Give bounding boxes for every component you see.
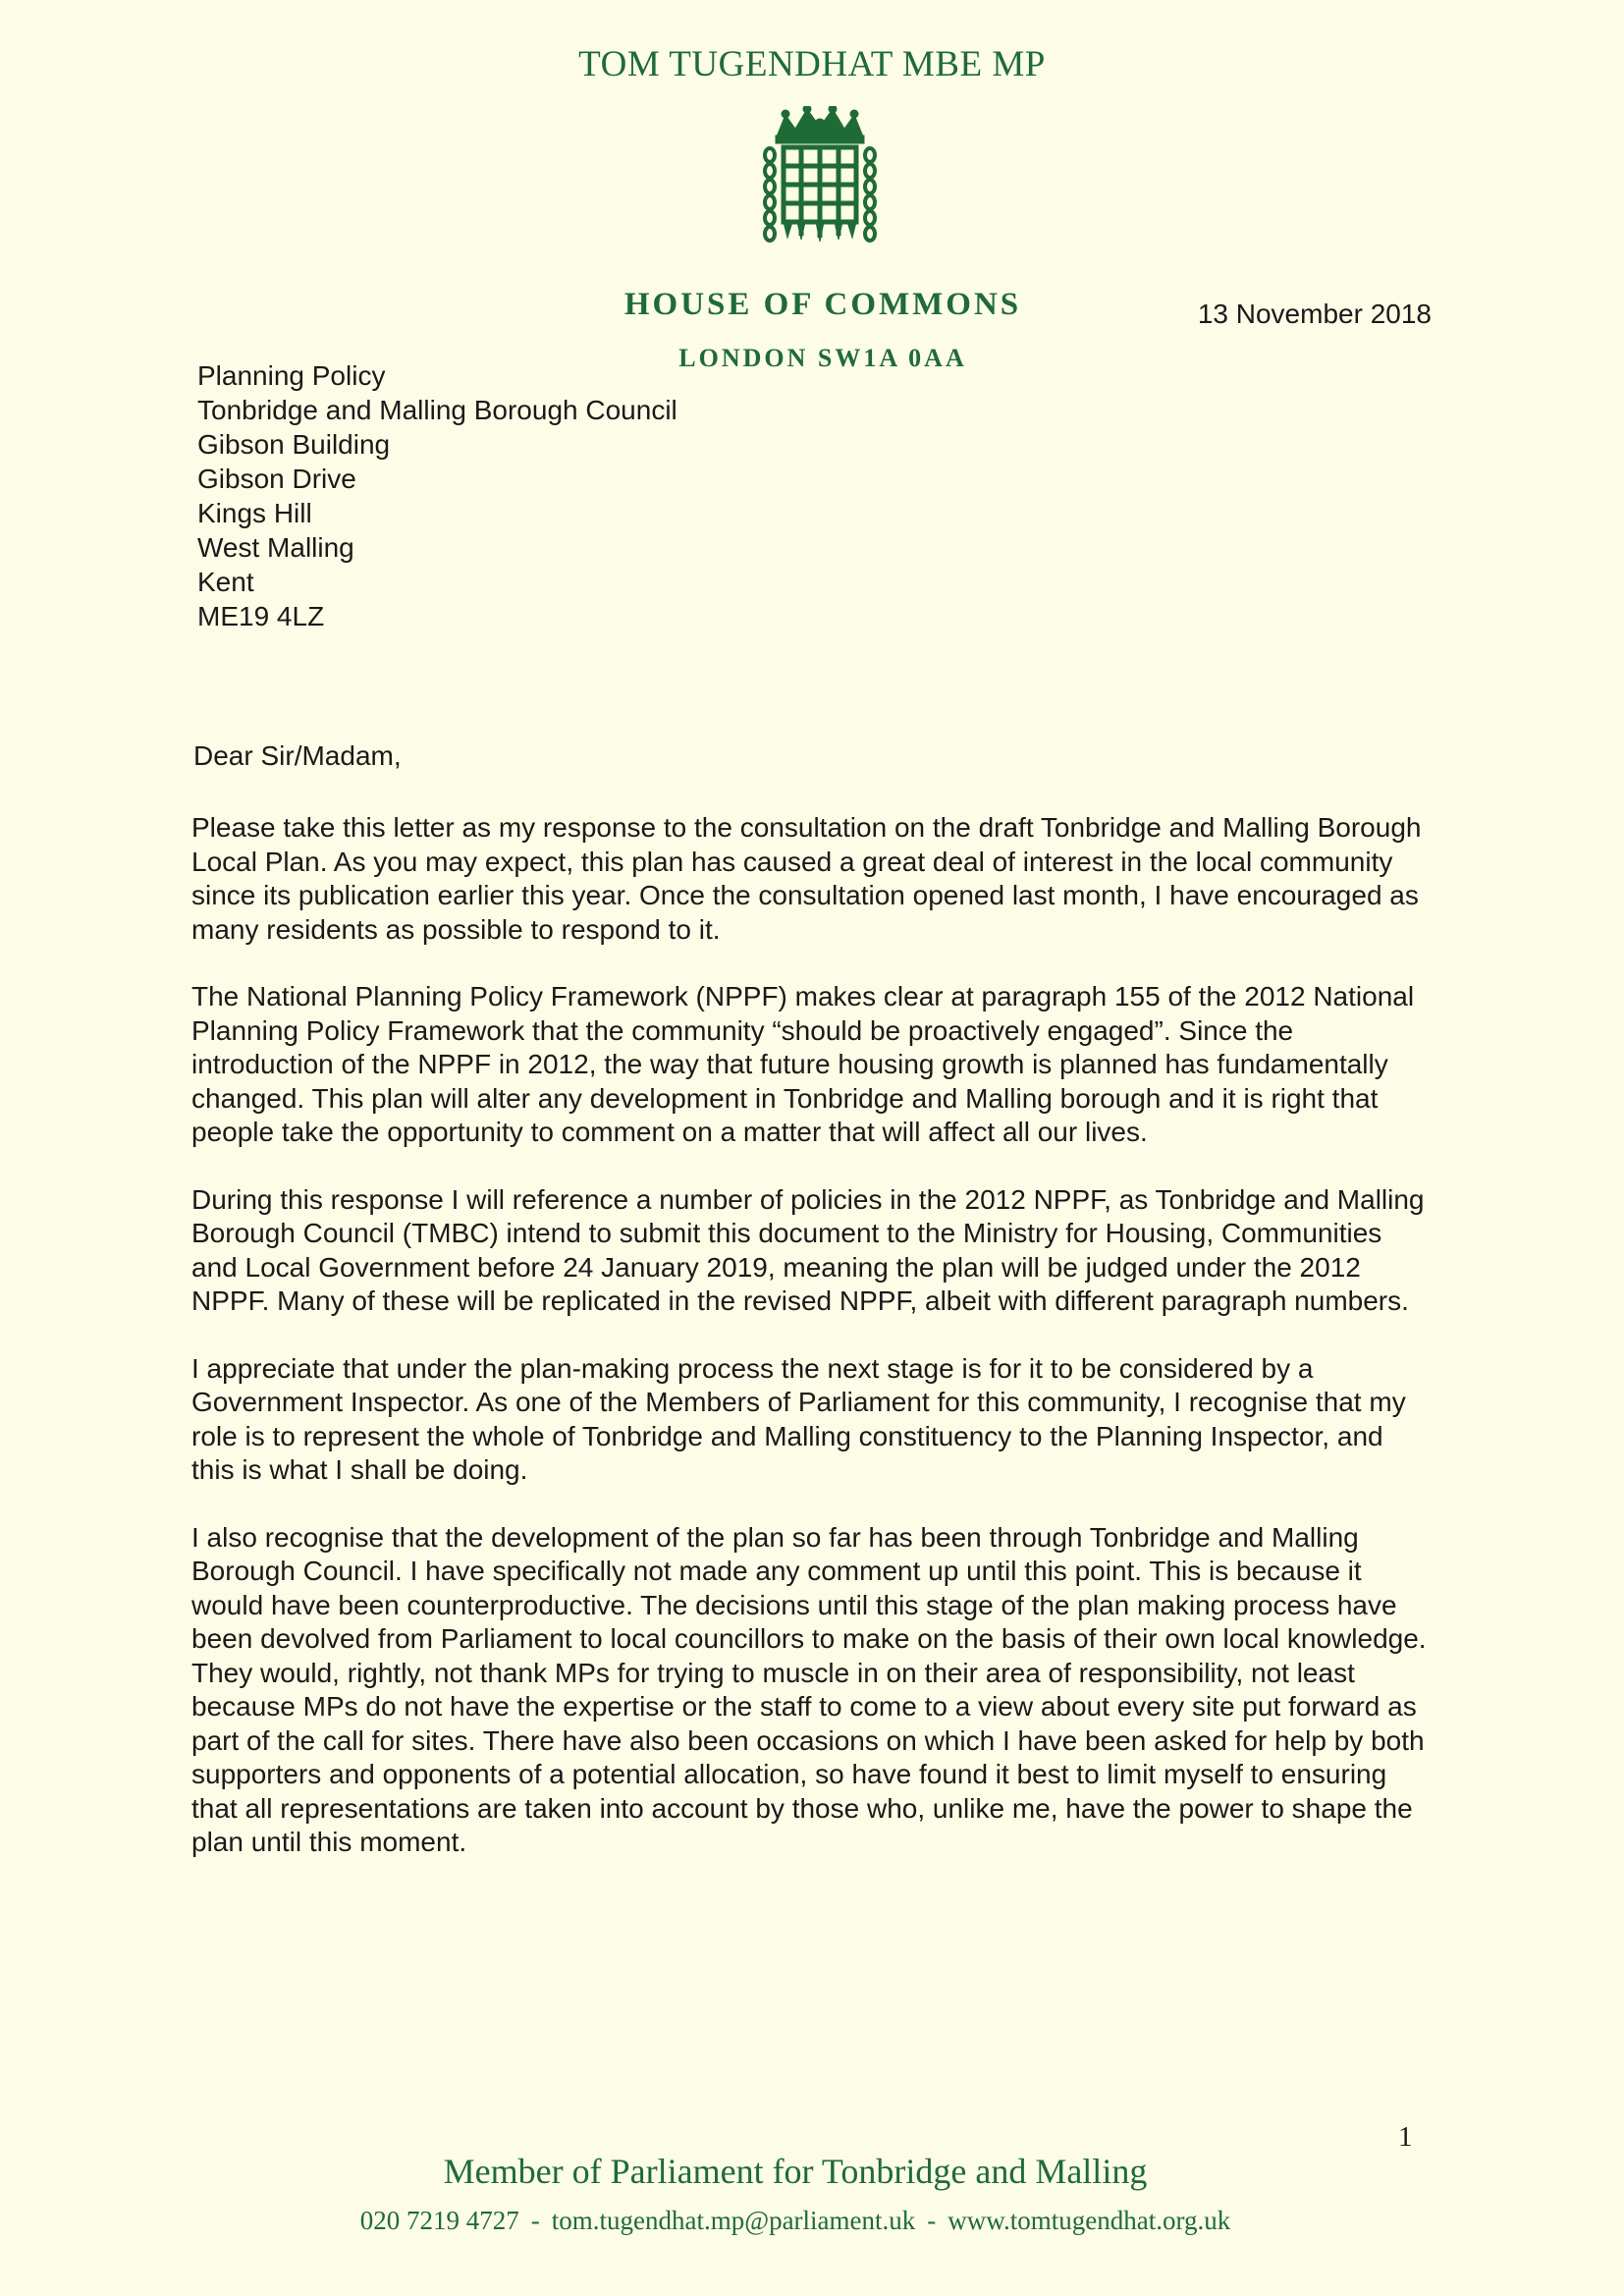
portcullis-icon bbox=[758, 106, 882, 246]
letter-body bbox=[191, 811, 1429, 1893]
recipient-line: Kings Hill bbox=[197, 498, 312, 528]
footer-separator: - bbox=[530, 2206, 540, 2235]
letter-date: 13 November 2018 bbox=[1197, 299, 1432, 329]
recipient-line: Planning Policy bbox=[197, 360, 386, 391]
recipient-line: Tonbridge and Malling Borough Council bbox=[197, 395, 677, 425]
body-paragraph: I also recognise that the development of the plan so far has been through Tonbridge and Malling Borough Council. I have specifically not made any comment up until this point. This is because it would have been counterproductive. The decisions until this stage of the plan making process have been devolved from Parliament to local councillors to make on the basis of their own local knowledge. They would, rightly, not thank MPs for trying to muscle in on their area of responsibility, not least because MPs do not have the expertise or the staff to come to a view about every site put forward as part of the call for sites. There have also been occasions on which I have been asked for help by both supporters and opponents of a potential allocation, so have found it best to limit myself to ensuring that all representations are taken into account by those who, unlike me, have the power to shape the plan until this moment. bbox=[191, 1521, 1427, 1857]
footer-contact bbox=[0, 2206, 1591, 2236]
letterhead-name: TOM TUGENDHAT MBE MP bbox=[578, 44, 1046, 84]
body-paragraph: During this response I will reference a number of policies in the 2012 NPPF, as Tonbridge and Malling Borough Council (TMBC) intend to submit this document to the Ministry for Housing, Communities and Local Government before 24 January 2019, meaning the plan will be judged under the 2012 NPPF. Many of these will be replicated in the revised NPPF, albeit with different paragraph numbers. bbox=[191, 1183, 1425, 1316]
institution-name: HOUSE OF COMMONS bbox=[623, 287, 1022, 322]
salutation: Dear Sir/Madam, bbox=[193, 740, 402, 771]
recipient-line: ME19 4LZ bbox=[197, 601, 325, 631]
footer-title: Member of Parliament for Tonbridge and Malling bbox=[443, 2152, 1148, 2191]
footer-website-link[interactable]: www.tomtugendhat.org.uk bbox=[947, 2206, 1231, 2235]
footer-phone: 020 7219 4727 bbox=[359, 2206, 519, 2235]
body-paragraph: I appreciate that under the plan-making process the next stage is for it to be considered by a Government Inspector. As one of the Members of Parliament for this community, I recognise that my role is to represent the whole of Tonbridge and Malling constituency to the Planning Inspector, and this is what I shall be doing. bbox=[191, 1352, 1406, 1485]
body-paragraph: Please take this letter as my response to the consultation on the draft Tonbridge and Malling Borough Local Plan. As you may expect, this plan has caused a great deal of interest in the local community since its publication earlier this year. Once the consultation opened last month, I have encouraged as many residents as possible to respond to it. bbox=[191, 812, 1422, 945]
recipient-line: Kent bbox=[197, 567, 254, 597]
footer-separator: - bbox=[927, 2206, 937, 2235]
recipient-line: West Malling bbox=[197, 532, 354, 563]
institution-address: LONDON SW1A 0AA bbox=[678, 344, 967, 372]
page-number: 1 bbox=[1398, 2121, 1413, 2153]
footer-email-link[interactable]: tom.tugendhat.mp@parliament.uk bbox=[551, 2206, 916, 2235]
recipient-address bbox=[197, 358, 677, 633]
recipient-line: Gibson Drive bbox=[197, 464, 356, 494]
body-paragraph: The National Planning Policy Framework (NPPF) makes clear at paragraph 155 of the 2012 National Planning Policy Framework that the community “should be proactively engaged”. Since the introduction of the NPPF in 2012, the way that future housing growth is planned has fundamentally changed. This plan will alter any development in Tonbridge and Malling borough and it is right that people take the opportunity to comment on a matter that will affect all our lives. bbox=[191, 981, 1415, 1147]
recipient-line: Gibson Building bbox=[197, 429, 391, 460]
